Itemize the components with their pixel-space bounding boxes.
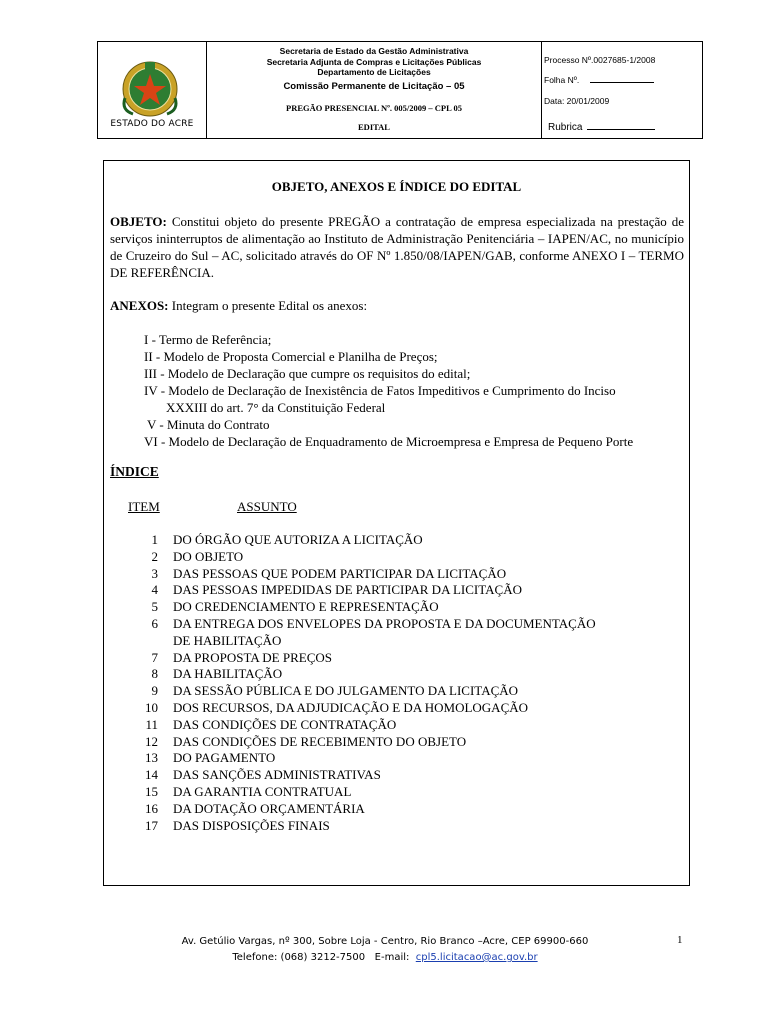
index-item-number: 11 xyxy=(145,716,158,732)
folha-blank xyxy=(590,74,654,83)
footer-email-link[interactable]: cpl5.licitacao@ac.gov.br xyxy=(415,952,538,963)
index-row xyxy=(104,650,691,667)
index-row xyxy=(104,801,691,818)
index-item-subject: DAS CONDIÇÕES DE RECEBIMENTO DO OBJETO xyxy=(173,733,467,749)
footer-email-label: E-mail: xyxy=(374,952,410,963)
rubrica-label: Rubrica xyxy=(548,122,583,133)
index-row xyxy=(104,767,691,784)
index-row xyxy=(104,532,691,549)
document-header xyxy=(97,41,703,139)
state-name: ESTADO DO ACRE xyxy=(110,119,194,129)
page-title: OBJETO, ANEXOS E ÍNDICE DO EDITAL xyxy=(271,179,522,194)
index-item-subject: DA DOTAÇÃO ORÇAMENTÁRIA xyxy=(173,800,365,816)
index-item-subject: DO ÓRGÃO QUE AUTORIZA A LICITAÇÃO xyxy=(173,532,423,547)
index-list xyxy=(104,532,691,834)
index-item-number: 3 xyxy=(151,565,158,581)
index-item-subject: DO OBJETO xyxy=(173,548,244,564)
processo-number: Processo Nº.0027685-1/2008 xyxy=(544,55,656,65)
column-header-subject: ASSUNTO xyxy=(237,499,297,514)
objeto-paragraph xyxy=(110,213,684,281)
index-row xyxy=(104,566,691,583)
index-item-subject: DOS RECURSOS, DA ADJUDICAÇÃO E DA HOMOLOGAÇÃO xyxy=(173,699,529,715)
index-item-number: 1 xyxy=(151,532,158,547)
index-item-number: 4 xyxy=(151,582,158,598)
index-row xyxy=(104,582,691,599)
index-item-number: 8 xyxy=(151,666,158,682)
footer-contact xyxy=(0,950,770,966)
date-field: Data: 20/01/2009 xyxy=(544,96,610,106)
index-item-subject: DAS PESSOAS QUE PODEM PARTICIPAR DA LICITAÇÃO xyxy=(173,565,507,581)
index-item-number: 15 xyxy=(145,783,158,799)
index-item-subject: DAS SANÇÕES ADMINISTRATIVAS xyxy=(173,767,381,783)
index-row xyxy=(104,633,691,650)
index-item-subject: DA SESSÃO PÚBLICA E DO JULGAMENTO DA LICITAÇÃO xyxy=(173,683,519,699)
index-row xyxy=(104,717,691,734)
footer-phone: Telefone: (068) 3212-7500 xyxy=(232,952,366,963)
annex-item: V - Minuta do Contrato xyxy=(144,417,270,432)
index-item-number: 5 xyxy=(151,599,158,615)
objeto-text: Constitui objeto do presente PREGÃO a contratação de empresa especializada na prestação de serviços ininterruptos de alimentação ao Instituto de Administração Penitenciária – IAPEN/AC, no município de Cruzeiro do Sul – AC, solicitado através do OF Nº 1.850/08/IAPEN/GAB, conforme ANEXO I – TERMO DE REFERÊNCIA. xyxy=(110,214,684,280)
index-item-subject: DAS DISPOSIÇÕES FINAIS xyxy=(173,817,330,833)
page-number: 1 xyxy=(677,934,683,946)
index-item-number: 7 xyxy=(151,649,158,665)
annex-list xyxy=(144,331,689,450)
index-item-subject: DA PROPOSTA DE PREÇOS xyxy=(173,649,332,665)
rubrica-blank xyxy=(587,121,655,130)
index-row xyxy=(104,616,691,633)
annex-item-continuation: XXXIII do art. 7° da Constituição Federal xyxy=(166,400,386,415)
index-item-number: 16 xyxy=(145,800,158,816)
index-item-number: 12 xyxy=(145,733,158,749)
index-row xyxy=(104,683,691,700)
index-row xyxy=(104,750,691,767)
header-logo-cell xyxy=(98,42,207,138)
state-seal-icon xyxy=(119,58,181,120)
content-box xyxy=(103,160,690,886)
department-lines xyxy=(207,46,541,78)
anexos-text: Integram o presente Edital os anexos: xyxy=(171,298,368,313)
index-row xyxy=(104,599,691,616)
footer-address: Av. Getúlio Vargas, nº 300, Sobre Loja - Centro, Rio Branco –Acre, CEP 69900-660 xyxy=(181,936,589,947)
index-heading: ÍNDICE xyxy=(110,464,159,479)
folha-label: Folha Nº. xyxy=(544,75,580,85)
index-row xyxy=(104,818,691,835)
folha-field xyxy=(544,74,654,85)
index-item-subject: DO PAGAMENTO xyxy=(173,750,276,766)
index-row xyxy=(104,734,691,751)
index-item-number: 17 xyxy=(145,817,158,833)
dept-line: Secretaria de Estado da Gestão Administrativa xyxy=(279,46,469,56)
index-item-subject: DE HABILITAÇÃO xyxy=(173,632,282,648)
index-row xyxy=(104,784,691,801)
index-item-number: 13 xyxy=(145,750,158,766)
index-row xyxy=(104,666,691,683)
header-title-cell xyxy=(207,42,542,138)
index-item-number: 9 xyxy=(151,683,158,699)
anexos-paragraph xyxy=(110,297,684,314)
edital-label: EDITAL xyxy=(358,122,390,132)
index-item-number: 10 xyxy=(145,699,158,715)
index-item-number xyxy=(104,633,158,650)
index-item-subject: DO CREDENCIAMENTO E REPRESENTAÇÃO xyxy=(173,599,439,615)
index-item-number: 6 xyxy=(151,615,158,631)
index-row xyxy=(104,700,691,717)
index-item-subject: DA ENTREGA DOS ENVELOPES DA PROPOSTA E DA DOCUMENTAÇÃO xyxy=(173,615,596,631)
annex-item: II - Modelo de Proposta Comercial e Planilha de Preços; xyxy=(144,349,438,364)
dept-line: Departamento de Licitações xyxy=(317,67,431,77)
index-row xyxy=(104,549,691,566)
objeto-label: OBJETO: xyxy=(110,214,167,229)
annex-item: IV - Modelo de Declaração de Inexistência de Fatos Impeditivos e Cumprimento do Inciso xyxy=(144,383,616,398)
index-item-subject: DAS CONDIÇÕES DE CONTRATAÇÃO xyxy=(173,716,397,732)
anexos-label: ANEXOS: xyxy=(110,298,169,313)
pregao-number: PREGÃO PRESENCIAL Nº. 005/2009 – CPL 05 xyxy=(286,103,462,113)
annex-item: I - Termo de Referência; xyxy=(144,332,272,347)
annex-item: VI - Modelo de Declaração de Enquadramento de Microempresa e Empresa de Pequeno Porte xyxy=(144,434,634,449)
dept-line: Secretaria Adjunta de Compras e Licitações Públicas xyxy=(266,56,482,67)
index-item-number: 2 xyxy=(151,548,158,564)
commission-name: Comissão Permanente de Licitação – 05 xyxy=(283,81,465,92)
rubrica-field xyxy=(548,121,655,133)
column-header-item: ITEM xyxy=(128,499,160,514)
index-item-subject: DA HABILITAÇÃO xyxy=(173,666,283,682)
index-item-subject: DAS PESSOAS IMPEDIDAS DE PARTICIPAR DA LICITAÇÃO xyxy=(173,582,523,598)
index-item-number: 14 xyxy=(145,767,158,783)
header-meta-cell xyxy=(542,42,702,138)
annex-item: III - Modelo de Declaração que cumpre os requisitos do edital; xyxy=(144,366,471,381)
index-item-subject: DA GARANTIA CONTRATUAL xyxy=(173,783,352,799)
